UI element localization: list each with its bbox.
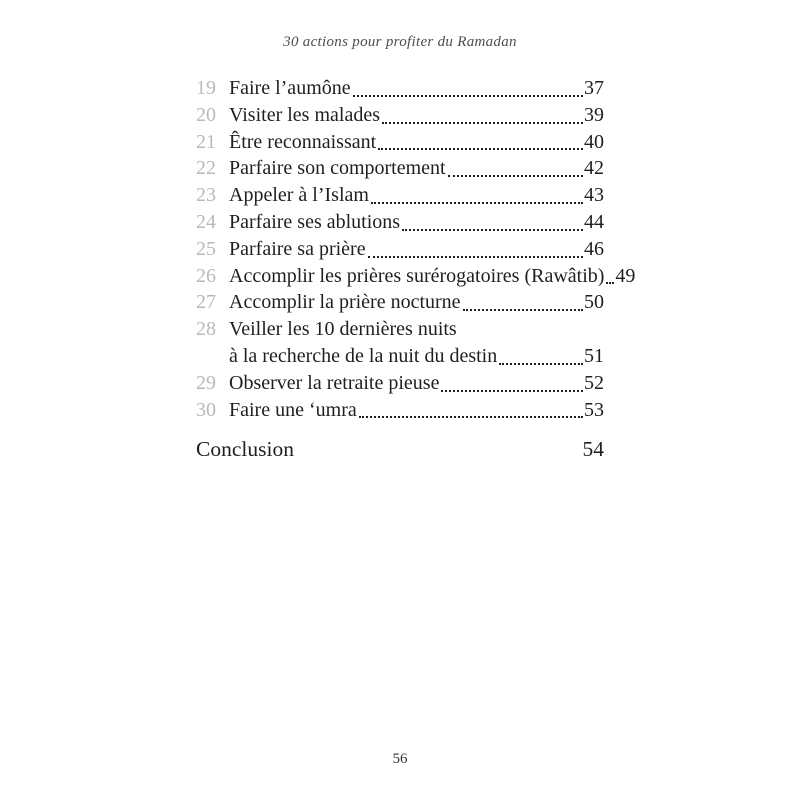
toc-entry-page: 37	[584, 77, 604, 99]
dot-leader	[448, 175, 583, 177]
toc-entry-title: Observer la retraite pieuse	[229, 371, 440, 394]
toc-entry	[196, 102, 604, 129]
dot-leader	[499, 363, 583, 365]
dot-leader	[371, 202, 583, 204]
toc-entry-number: 27	[196, 291, 216, 314]
toc-entry-page: 50	[584, 291, 604, 314]
toc-entry-title: Parfaire sa prière	[229, 237, 366, 260]
toc-entry-title: Parfaire ses ablutions	[229, 210, 401, 233]
toc-entry-number: 26	[196, 264, 216, 287]
toc-entry-page: 49	[615, 264, 636, 287]
toc-entry-number: 21	[196, 130, 216, 153]
toc-entry-title-line1: Veiller les 10 dernières nuits	[229, 318, 457, 341]
table-of-contents	[196, 75, 636, 462]
toc-entry-number: 22	[196, 157, 216, 180]
toc-entry-number: 19	[196, 77, 216, 99]
toc-entry-page: 40	[584, 130, 604, 153]
toc-entry	[196, 209, 604, 236]
toc-entry-number: 30	[196, 398, 216, 421]
toc-entry	[196, 397, 604, 424]
running-head: 30 actions pour profiter du Ramadan	[283, 34, 517, 50]
toc-entry-number: 23	[196, 184, 216, 207]
toc-entry-title: Parfaire son comportement	[229, 157, 446, 180]
toc-entry-page: 39	[584, 103, 604, 126]
toc-conclusion	[196, 437, 604, 462]
toc-entry-title: Accomplir les prières surérogatoires (Rawâtib)	[229, 264, 605, 287]
toc-entry	[196, 236, 604, 263]
dot-leader	[353, 95, 583, 97]
toc-entry	[196, 263, 636, 290]
dot-leader	[382, 122, 583, 124]
toc-entry	[196, 289, 604, 316]
toc-entry-number: 28	[196, 318, 216, 341]
dot-leader	[606, 282, 614, 284]
dot-leader	[402, 229, 583, 231]
toc-entry-text-block	[229, 316, 604, 370]
toc-entry-page: 43	[584, 184, 604, 207]
toc-entry	[196, 129, 604, 156]
dot-leader	[368, 256, 583, 258]
toc-entry-page: 42	[584, 157, 604, 180]
toc-entry-title: Appeler à l’Islam	[229, 184, 369, 207]
toc-entry-line2	[229, 343, 604, 370]
toc-entry-page: 53	[584, 398, 604, 421]
toc-entry-title-line2: à la recherche de la nuit du destin	[229, 344, 498, 367]
conclusion-label: Conclusion	[196, 437, 294, 462]
toc-entry-title: Accomplir la prière nocturne	[229, 291, 461, 314]
toc-entry	[196, 155, 604, 182]
toc-entry-title: Faire l’aumône	[229, 77, 351, 99]
toc-entry-two-line	[196, 316, 604, 370]
toc-entry-number: 29	[196, 371, 216, 394]
dot-leader	[441, 390, 583, 392]
toc-entry	[196, 75, 604, 102]
toc-entry-number: 20	[196, 103, 216, 126]
toc-entry-number: 25	[196, 237, 216, 260]
toc-entry-page: 51	[584, 344, 604, 367]
toc-entry-page: 52	[584, 371, 604, 394]
toc-entry-number: 24	[196, 210, 216, 233]
toc-entry-page: 46	[584, 237, 604, 260]
conclusion-page: 54	[582, 437, 604, 462]
toc-entry-title: Faire une ‘umra	[229, 398, 357, 421]
toc-entry	[196, 182, 604, 209]
toc-entry-title: Être reconnaissant	[229, 130, 377, 153]
page-folio: 56	[392, 751, 408, 767]
toc-entry	[196, 370, 604, 397]
dot-leader	[463, 309, 583, 311]
toc-entry-page: 44	[584, 210, 604, 233]
dot-leader	[359, 416, 583, 418]
dot-leader	[378, 148, 583, 150]
toc-entry-title: Visiter les malades	[229, 103, 380, 126]
